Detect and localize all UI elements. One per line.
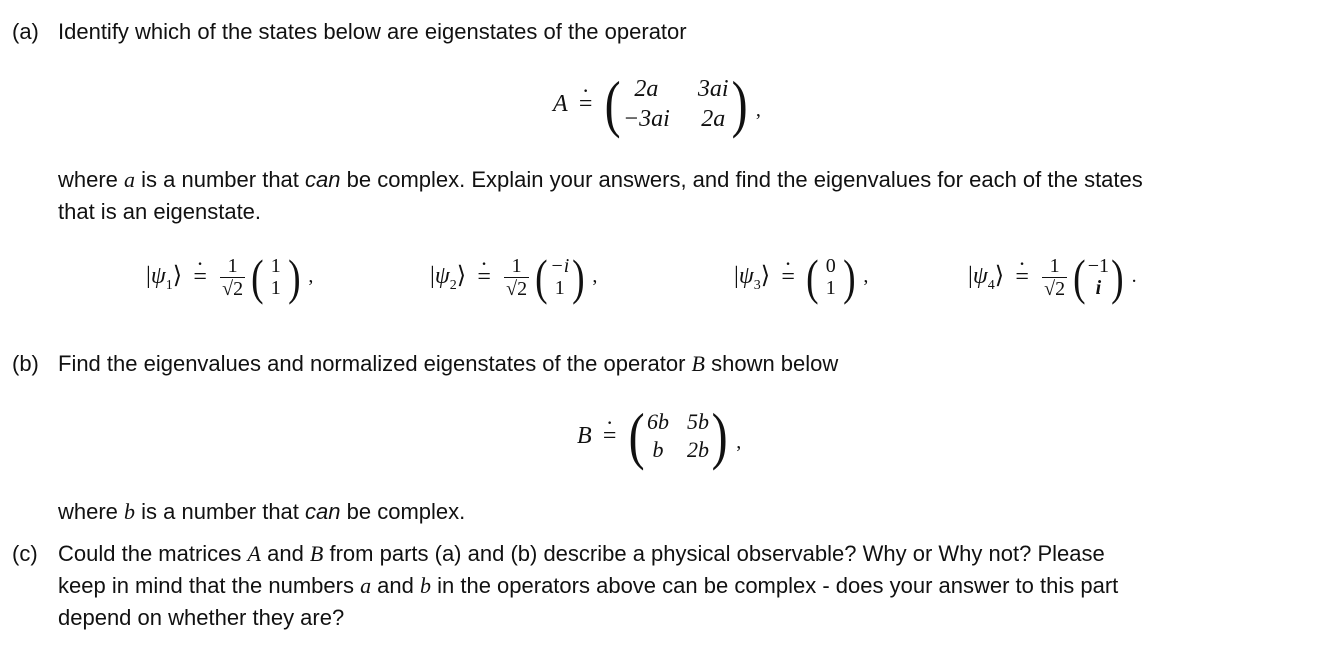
doteq-symbol: · = <box>474 264 494 291</box>
left-paren: ( <box>604 68 621 139</box>
state-psi1 <box>146 249 314 305</box>
state-psi4 <box>968 249 1137 305</box>
state-psi2-vector: −i 1 <box>550 255 570 299</box>
prefactor: $\frac{1}{√2}$ <box>222 254 244 300</box>
ket-psi3: $|\psi_3⟩$ <box>734 262 771 293</box>
matrix-a-entry-21: −3ai <box>622 106 670 132</box>
part-c-label: (c) <box>12 541 38 566</box>
matrix-a-entry-12: 3ai <box>697 76 729 102</box>
trailing-comma: , <box>755 99 761 121</box>
ket-psi2: $|\psi_2⟩$ <box>430 262 467 293</box>
matrix-b-entry-12: 5b <box>686 409 709 434</box>
operator-a-matrix <box>623 74 729 134</box>
state-psi2 <box>430 249 598 305</box>
state-psi1-vector: 1 1 <box>270 255 281 299</box>
matrix-b-entry-21: b <box>652 437 664 462</box>
right-paren: ) <box>287 249 301 305</box>
part-b-intro: Find the eigenvalues and normalized eigenstates of the operator B shown below <box>58 351 839 376</box>
matrix-a-entry-22: 2a <box>701 106 726 132</box>
left-paren: ( <box>806 249 819 305</box>
left-paren: ( <box>1073 249 1086 305</box>
operator-a-equation <box>553 68 761 139</box>
operator-a-symbol: A <box>553 90 568 117</box>
doteq-symbol: · = <box>576 91 596 118</box>
operator-b-symbol: B <box>577 422 592 449</box>
prefactor: $\frac{1}{√2}$ <box>1044 254 1066 300</box>
ket-psi1: $|\psi_1⟩$ <box>146 262 183 293</box>
part-a-where-line1: where a is a number that can be complex. Explain your answers, and find the eigenvalues for each of the states <box>58 167 1143 192</box>
left-paren: ( <box>628 400 645 471</box>
state-psi3-vector: 0 1 <box>825 255 836 299</box>
trailing-comma: , <box>592 265 598 287</box>
part-b-where: where b is a number that can be complex. <box>58 499 466 524</box>
doteq-symbol: · = <box>778 264 798 291</box>
ket-psi4: $|\psi_4⟩$ <box>968 262 1005 293</box>
variable-b: b <box>124 499 136 524</box>
part-b-label: (b) <box>12 351 39 376</box>
right-paren: ) <box>571 249 585 305</box>
trailing-comma: , <box>736 431 742 453</box>
variable-B: B <box>309 541 324 566</box>
part-a-where-line2: that is an eigenstate. <box>58 199 262 224</box>
variable-a: a <box>124 167 136 192</box>
part-c-line3: depend on whether they are? <box>58 605 345 630</box>
matrix-a-entry-11: 2a <box>634 76 659 102</box>
matrix-b-entry-22: 2b <box>686 437 709 462</box>
matrix-b-entry-11: 6b <box>646 409 669 434</box>
state-psi3 <box>734 249 869 305</box>
doteq-symbol: · = <box>1012 264 1032 291</box>
variable-a: a <box>360 573 372 598</box>
emphasis-can: can <box>305 167 341 192</box>
variable-b: b <box>420 573 431 598</box>
right-paren: ) <box>1111 249 1124 305</box>
operator-b-matrix <box>647 408 709 464</box>
doteq-symbol: · = <box>190 264 210 291</box>
state-psi4-vector: −1 i <box>1087 255 1110 299</box>
trailing-comma: , <box>863 265 869 287</box>
right-paren: ) <box>731 68 748 139</box>
prefactor: $\frac{1}{√2}$ <box>506 254 528 300</box>
trailing-comma: , <box>308 265 314 287</box>
part-a-intro: Identify which of the states below are eigenstates of the operator <box>58 19 687 44</box>
trailing-period: . <box>1131 265 1137 287</box>
part-c-line1: Could the matrices A and B from parts (a) and (b) describe a physical observable? Why or Why not? Please <box>58 541 1105 566</box>
part-c-line2: keep in mind that the numbers a and b in the operators above can be complex - does your answer to this part <box>58 573 1119 598</box>
left-paren: ( <box>251 249 264 305</box>
variable-B: B <box>691 351 705 376</box>
doteq-symbol: · = <box>600 423 620 450</box>
variable-A: A <box>247 541 261 566</box>
part-a-label: (a) <box>12 19 39 44</box>
right-paren: ) <box>842 249 856 305</box>
right-paren: ) <box>711 400 728 471</box>
left-paren: ( <box>535 249 548 305</box>
emphasis-can: can <box>305 499 341 524</box>
operator-b-equation <box>577 400 742 471</box>
